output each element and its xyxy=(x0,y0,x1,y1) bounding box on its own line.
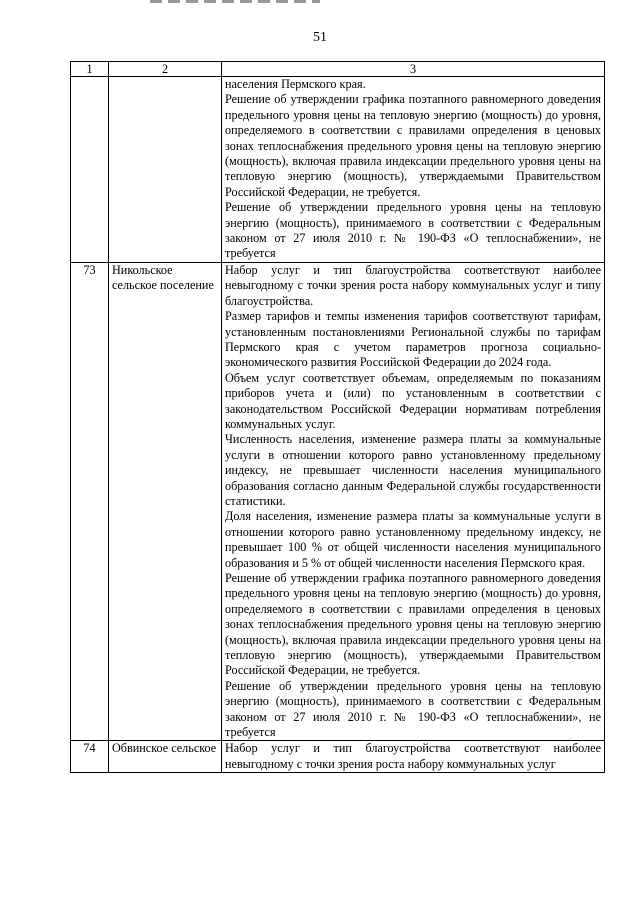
tariff-table xyxy=(70,61,605,773)
paragraph: Объем услуг соответствует объемам, определяемым по показаниям приборов учета и (или) по установленным в соответствии с законодательством Российской Федерации нормативам потребления коммунальных услуг. xyxy=(225,370,601,431)
paragraph: Набор услуг и тип благоустройства соответствуют наиболее невыгодному с точки зрения роста набору коммунальных услуг и типу благоустройства. xyxy=(225,262,601,308)
header-col-2: 2 xyxy=(109,62,222,77)
table-row xyxy=(71,77,605,263)
scan-top-marks xyxy=(150,0,320,3)
settlement-name xyxy=(109,77,222,263)
settlement-name: Обвинское сельское xyxy=(109,741,222,773)
paragraph: Размер тарифов и темпы изменения тарифов соответствуют тарифам, установленным постановлениями Региональной службы по тарифам Пермского края с учетом параметров прогноза социально-экономического развития Российской Федерации до 2024 года. xyxy=(225,309,601,370)
row-description xyxy=(222,741,605,773)
paragraph: Решение об утверждении предельного уровня цены на тепловую энергию (мощность), принимаемого в соответствии с Федеральным законом от 27 июля 2010 г. № 190-ФЗ «О теплоснабжении», не требуется xyxy=(225,200,601,261)
row-description xyxy=(222,77,605,263)
table-row xyxy=(71,741,605,773)
paragraph: Решение об утверждении графика поэтапного равномерного доведения предельного уровня цены на тепловую энергию (мощность) до уровня, определяемого в соответствии с правилами определения в ценовых зонах теплоснабжения предельного уровня цены на тепловую энергию (мощность), включая правила индексации предельного уровня цены на тепловую энергию (мощность), утверждаемыми Правительством Российской Федерации, не требуется. xyxy=(225,571,601,678)
paragraph: Решение об утверждении предельного уровня цены на тепловую энергию (мощность), принимаемого в соответствии с Федеральным законом от 27 июля 2010 г. № 190-ФЗ «О теплоснабжении», не требуется xyxy=(225,678,601,740)
header-col-3: 3 xyxy=(222,62,605,77)
paragraph: Доля населения, изменение размера платы за коммунальные услуги в отношении которого равно установленному предельному индексу, не превышает 100 % от общей численности населения муниципального образования и 5 % от общей численности населения Пермского края. xyxy=(225,509,601,570)
paragraph: Решение об утверждении графика поэтапного равномерного доведения предельного уровня цены на тепловую энергию (мощность) до уровня, определяемого в соответствии с правилами определения в ценовых зонах теплоснабжения предельного уровня цены на тепловую энергию (мощность), включая правила индексации предельного уровня цены на тепловую энергию (мощность), утверждаемыми Правительством Российской Федерации, не требуется. xyxy=(225,92,601,199)
paragraph: Численность населения, изменение размера платы за коммунальные услуги в отношении которого равно установленному предельному индексу, не превышает численности населения муниципального образования согласно данным Федеральной службы государственности статистики. xyxy=(225,432,601,508)
row-number: 74 xyxy=(71,741,109,773)
settlement-name: Никольское сельское поселение xyxy=(109,262,222,741)
paragraph: населения Пермского края. xyxy=(225,77,366,91)
paragraph: Набор услуг и тип благоустройства соответствуют наиболее невыгодному с точки зрения роста набору коммунальных услуг xyxy=(225,741,601,771)
row-number xyxy=(71,77,109,263)
table-header-row xyxy=(71,62,605,77)
table-row xyxy=(71,262,605,741)
header-col-1: 1 xyxy=(71,62,109,77)
row-number: 73 xyxy=(71,262,109,741)
row-description xyxy=(222,262,605,741)
page-number: 51 xyxy=(313,30,327,45)
